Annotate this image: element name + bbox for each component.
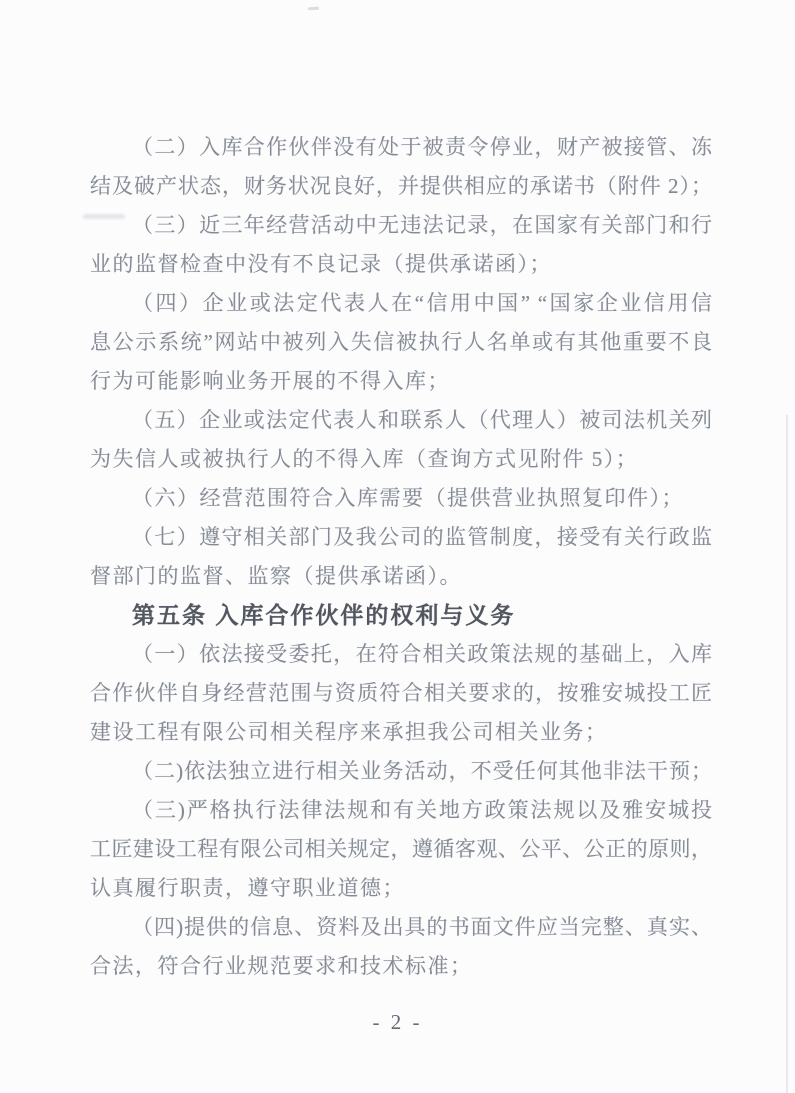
scan-artifact-edge-line xyxy=(786,415,788,1093)
document-line: （七）遵守相关部门及我公司的监管制度，接受有关行政监 xyxy=(132,525,712,549)
document-line: 为失信人或被执行人的不得入库（查询方式见附件 5）； xyxy=(90,447,639,471)
document-line: 行为可能影响业务开展的不得入库； xyxy=(90,369,450,393)
document-line: （三）近三年经营活动中无违法记录，在国家有关部门和行 xyxy=(132,213,712,237)
document-line: （三)严格执行法律法规和有关地方政策法规以及雅安城投 xyxy=(132,798,712,822)
document-line: （六）经营范围符合入库需要（提供营业执照复印件）； xyxy=(132,486,684,510)
page-number: - 2 - xyxy=(372,1010,423,1034)
document-line: 结及破产状态，财务状况良好，并提供相应的承诺书（附件 2）； xyxy=(90,174,712,198)
section-heading: 第五条 入库合作伙伴的权利与义务 xyxy=(132,602,516,628)
scan-artifact-speck xyxy=(308,7,319,11)
document-line: 认真履行职责，遵守职业道德； xyxy=(90,876,405,900)
document-body xyxy=(90,128,712,986)
document-line: （五）企业或法定代表人和联系人（代理人）被司法机关列 xyxy=(132,408,712,432)
document-line: 合作伙伴自身经营范围与资质符合相关要求的，按雅安城投工匠 xyxy=(90,681,712,705)
document-line: 工匠建设工程有限公司相关规定，遵循客观、公平、公正的原则， xyxy=(90,837,712,861)
document-line: 督部门的监督、监察（提供承诺函）。 xyxy=(90,564,462,588)
document-line: 业的监督检查中没有不良记录（提供承诺函）； xyxy=(90,252,552,276)
document-line: 合法，符合行业规范要求和技术标准； xyxy=(90,954,473,978)
document-line: （四）企业或法定代表人在“信用中国” “国家企业信用信 xyxy=(132,291,712,315)
document-line: （二）入库合作伙伴没有处于被责令停业，财产被接管、冻 xyxy=(132,135,712,159)
document-line: 息公示系统”网站中被列入失信被执行人名单或有其他重要不良 xyxy=(90,330,712,354)
document-line: （一）依法接受委托，在符合相关政策法规的基础上，入库 xyxy=(132,642,712,666)
document-line: （四)提供的信息、资料及出具的书面文件应当完整、真实、 xyxy=(132,915,712,939)
document-line: （二)依法独立进行相关业务活动，不受任何其他非法干预； xyxy=(132,759,712,783)
document-line: 建设工程有限公司相关程序来承担我公司相关业务； xyxy=(90,720,608,744)
